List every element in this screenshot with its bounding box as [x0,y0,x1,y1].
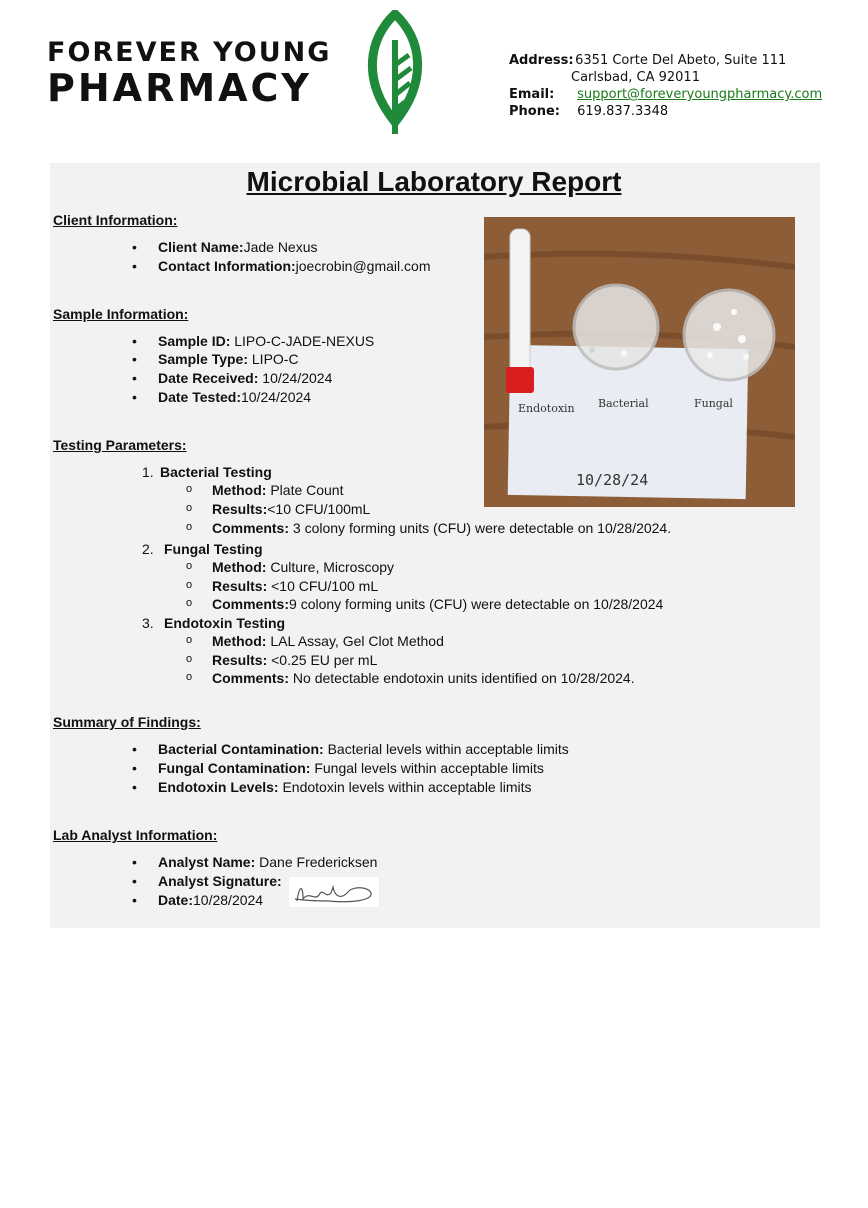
signature-scribble [289,877,379,907]
results-value: <10 CFU/100mL [267,501,371,517]
test-comments [212,670,635,686]
bullet-icon: • [132,333,137,349]
leaf-logo-icon [355,10,435,138]
summary-item [158,779,531,795]
client-info-heading: Client Information: [53,212,178,228]
summary-label: Bacterial Contamination: [158,741,324,757]
client-name-item [158,239,318,255]
method-value: Plate Count [270,482,344,498]
method-value: Culture, Microscopy [270,559,395,575]
pharmacy-brand [47,38,331,108]
date-tested-item [158,389,311,405]
sub-bullet-icon: o [186,521,193,533]
analyst-name-item [158,854,377,870]
address-line-1: 6351 Corte Del Abeto, Suite 111 [575,53,787,68]
date-tested: 10/24/2024 [240,389,312,405]
analyst-signature-image [289,877,379,907]
analyst-date: 10/28/2024 [193,892,264,908]
results-label: Results: [212,501,268,517]
bullet-icon: • [132,892,137,908]
test-name: Fungal Testing [164,541,263,557]
sample-type: LIPO-C [251,351,299,367]
summary-value: Fungal levels within acceptable limits [314,760,544,776]
test-comments [212,596,663,612]
summary-label: Fungal Contamination: [158,760,311,776]
client-contact-label: Contact Information: [158,258,296,274]
comments-value: 9 colony forming units (CFU) were detectable on 10/28/2024 [289,596,664,612]
address-label: Address: [509,53,574,68]
sub-bullet-icon: o [186,634,193,646]
date-received: 10/24/2024 [262,370,333,386]
method-label: Method: [212,633,267,649]
brand-line-2: PHARMACY [47,66,312,110]
bullet-icon: • [132,873,137,889]
client-contact-item [158,258,430,274]
email-link[interactable]: support@foreveryoungpharmacy.com [577,87,823,102]
test-method [212,633,444,649]
comments-label: Comments: [212,520,290,536]
summary-value: Endotoxin levels within acceptable limits [282,779,532,795]
bullet-icon: • [132,741,137,757]
sub-bullet-icon: o [186,579,193,591]
sub-bullet-icon: o [186,502,193,514]
address-line-2: Carlsbad, CA 92011 [571,70,700,85]
sample-photo [484,217,795,507]
analyst-heading: Lab Analyst Information: [53,827,218,843]
analyst-name-label: Analyst Name: [158,854,256,870]
sample-type-label: Sample Type: [158,351,248,367]
comments-value: 3 colony forming units (CFU) were detectable on 10/28/2024. [292,520,672,536]
bullet-icon: • [132,258,137,274]
phone-label: Phone: [509,104,560,119]
summary-value: Bacterial levels within acceptable limits [327,741,569,757]
comments-value: No detectable endotoxin units identified on 10/28/2024. [292,670,635,686]
test-number: 1. [142,464,154,480]
summary-item [158,760,544,776]
test-results [212,652,377,668]
analyst-signature-label: Analyst Signature: [158,873,282,889]
handwritten-date: 10/28/24 [576,471,649,489]
bullet-icon: • [132,389,137,405]
results-label: Results: [212,652,268,668]
test-name: Bacterial Testing [160,464,272,480]
sample-type-item [158,351,299,367]
test-method [212,559,394,575]
label-endotoxin: Endotoxin [518,402,575,415]
results-value: <0.25 EU per mL [271,652,378,668]
contact-block [509,52,822,120]
bullet-icon: • [132,239,137,255]
summary-item [158,741,569,757]
report-title: Microbial Laboratory Report [246,166,622,197]
label-bacterial: Bacterial [598,397,649,410]
bullet-icon: • [132,370,137,386]
sample-photo-drawing [484,217,795,507]
email-label: Email: [509,87,555,102]
summary-label: Endotoxin Levels: [158,779,279,795]
test-comments [212,520,671,536]
test-number: 3. [142,615,154,631]
results-label: Results: [212,578,268,594]
sample-id-label: Sample ID: [158,333,231,349]
bullet-icon: • [132,760,137,776]
sample-id-item [158,333,374,349]
testing-params-heading: Testing Parameters: [53,437,187,453]
analyst-name: Dane Fredericksen [259,854,378,870]
analyst-signature-item [158,873,282,889]
bullet-icon: • [132,779,137,795]
method-value: LAL Assay, Gel Clot Method [270,633,444,649]
brand-line-1: FOREVER YOUNG [47,37,332,68]
sample-info-heading: Sample Information: [53,306,189,322]
date-received-label: Date Received: [158,370,259,386]
sub-bullet-icon: o [186,560,193,572]
comments-label: Comments: [212,670,290,686]
test-method [212,482,344,498]
test-results [212,501,370,517]
sample-id: LIPO-C-JADE-NEXUS [234,333,375,349]
method-label: Method: [212,482,267,498]
client-name: Jade Nexus [243,239,318,255]
date-tested-label: Date Tested: [158,389,241,405]
test-number: 2. [142,541,154,557]
summary-heading: Summary of Findings: [53,714,201,730]
analyst-date-label: Date: [158,892,194,908]
results-value: <10 CFU/100 mL [271,578,379,594]
sub-bullet-icon: o [186,671,193,683]
method-label: Method: [212,559,267,575]
bullet-icon: • [132,351,137,367]
sub-bullet-icon: o [186,483,193,495]
client-contact: joecrobin@gmail.com [295,258,431,274]
analyst-date-item [158,892,263,908]
sub-bullet-icon: o [186,653,193,665]
label-fungal: Fungal [694,397,733,410]
bullet-icon: • [132,854,137,870]
date-received-item [158,370,332,386]
test-results [212,578,378,594]
phone-number: 619.837.3348 [577,104,669,119]
sub-bullet-icon: o [186,597,193,609]
client-name-label: Client Name: [158,239,244,255]
test-name: Endotoxin Testing [164,615,286,631]
comments-label: Comments: [212,596,290,612]
